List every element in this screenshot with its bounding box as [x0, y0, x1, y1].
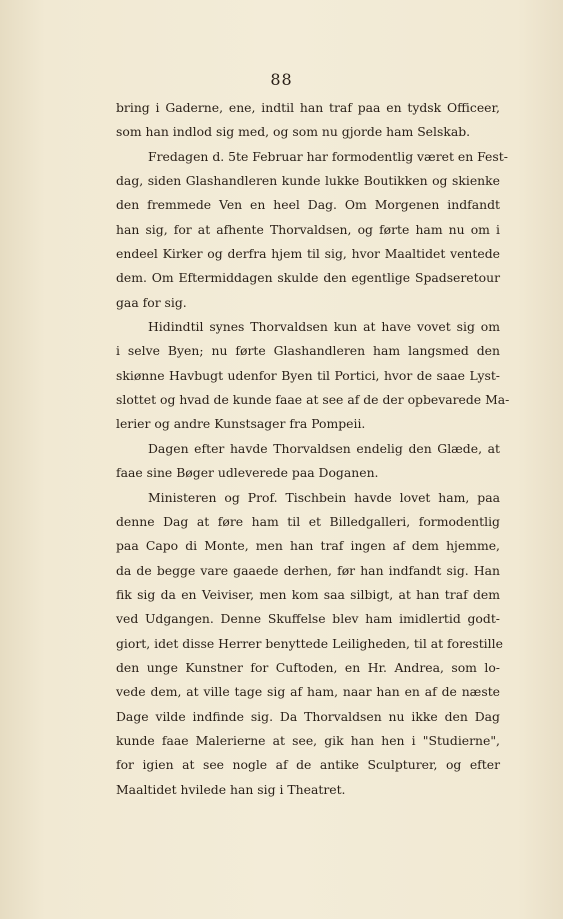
text-line: dem. Om Eftermiddagen skulde den egentlige Spadseretour	[116, 270, 500, 286]
text-line: faae sine Bøger udleverede paa Doganen.	[116, 465, 379, 481]
text-line: denne Dag at føre ham til et Billedgalleri, formodentlig	[116, 513, 500, 529]
text-body	[116, 96, 510, 802]
paragraph	[116, 145, 508, 315]
text-line: Dage vilde indfinde sig. Da Thorvaldsen nu ikke den Dag	[116, 708, 500, 724]
paragraph	[116, 486, 503, 802]
text-line: den unge Kunstner for Cuftoden, en Hr. Andrea, som lo-	[116, 659, 500, 675]
text-line: endeel Kirker og derfra hjem til sig, hvor Maaltidet ventede	[116, 246, 500, 262]
text-line: fik sig da en Veiviser, men kom saa silbigt, at han traf dem	[116, 586, 500, 602]
paragraph	[116, 437, 500, 486]
text-line: Ministeren og Prof. Tischbein havde lovet ham, paa	[148, 489, 500, 505]
page-number: 88	[270, 70, 293, 89]
text-line: dag, siden Glashandleren kunde lukke Boutikken og skienke	[116, 173, 500, 189]
text-line: vede dem, at ville tage sig af ham, naar han en af de næste	[116, 684, 500, 700]
text-line: slottet og hvad de kunde faae at see af de der opbevarede Ma-	[116, 392, 510, 408]
text-line: Dagen efter havde Thorvaldsen endelig den Glæde, at	[148, 440, 500, 456]
text-line: som han indlod sig med, og som nu gjorde ham Selskab.	[116, 124, 471, 140]
text-line: giort, idet disse Herrer benyttede Leiligheden, til at forestille	[116, 635, 503, 651]
text-line: Hidindtil synes Thorvaldsen kun at have vovet sig om	[148, 319, 500, 335]
text-line: gaa for sig.	[116, 294, 187, 310]
text-line: skiønne Havbugt udenfor Byen til Portici, hvor de saae Lyst-	[116, 367, 500, 383]
text-line: ved Udgangen. Denne Skuffelse blev ham imidlertid godt-	[116, 611, 500, 627]
text-line: kunde faae Malerierne at see, gik han hen i "Studierne",	[116, 732, 500, 748]
paragraph	[116, 96, 500, 145]
text-line: for igien at see nogle af de antike Sculpturer, og efter	[116, 757, 500, 773]
text-line: Fredagen d. 5te Februar har formodentlig været en Fest-	[148, 148, 508, 164]
text-line: Maaltidet hvilede han sig i Theatret.	[116, 781, 346, 797]
text-line: i selve Byen; nu førte Glashandleren ham langsmed den	[116, 343, 500, 359]
text-line: paa Capo di Monte, men han traf ingen af dem hjemme,	[116, 538, 500, 554]
text-line: da de begge vare gaaede derhen, før han indfandt sig. Han	[116, 562, 500, 578]
text-line: den fremmede Ven en heel Dag. Om Morgenen indfandt	[116, 197, 500, 213]
text-line: han sig, for at afhente Thorvaldsen, og førte ham nu om i	[116, 221, 500, 237]
paragraph	[116, 315, 510, 437]
text-line: bring i Gaderne, ene, indtil han traf paa en tydsk Officeer,	[116, 100, 500, 115]
text-line: lerier og andre Kunstsager fra Pompeii.	[116, 416, 366, 432]
